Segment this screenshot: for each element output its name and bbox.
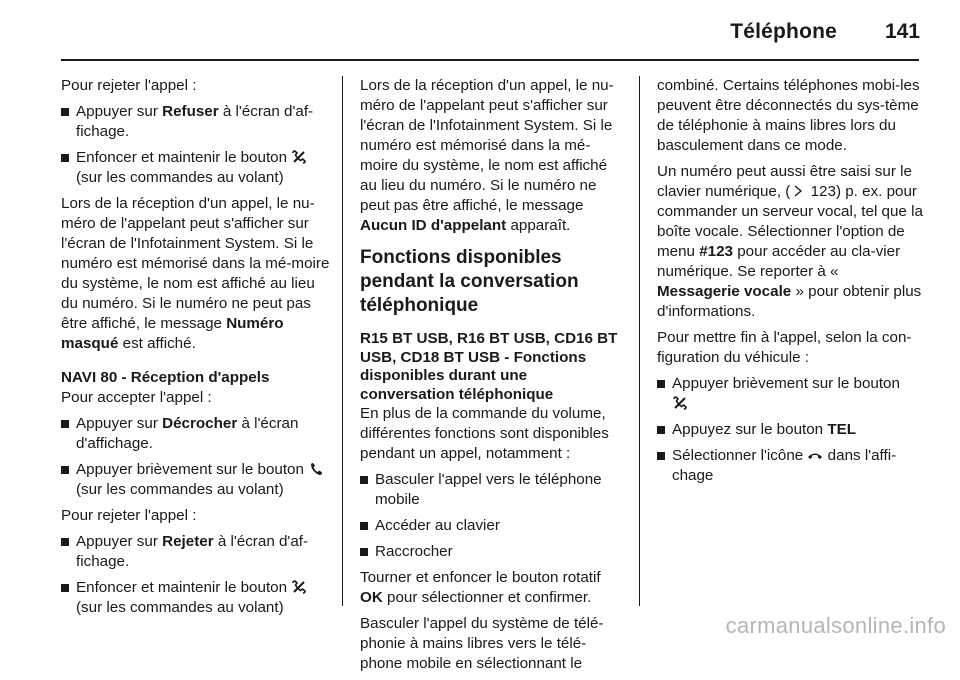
bullet-icon (61, 154, 69, 162)
arrow-ref-icon (790, 183, 806, 199)
list-item: Appuyer sur Rejeter à l'écran d'af-fichage. (61, 532, 331, 572)
bullet-icon (657, 380, 665, 388)
paragraph: Basculer l'appel du système de télé-phonie à mains libres vers le télé-phone mobile en sélectionnant le (360, 615, 604, 672)
paragraph: Un numéro peut aussi être saisi sur le clavier numérique, ( 123) p. ex. pour commander un serveur vocal, tel que la boîte vocale. Sélectionner l'option de menu #123 pour accéder au cla-vier numérique. Se reporter à « Messagerie vocale » pour obtenir plus d'informations. (657, 163, 923, 320)
list-item: Basculer l'appel vers le téléphone mobile (360, 470, 625, 510)
page-title: Téléphone (730, 20, 837, 43)
page-number: 141 (884, 20, 920, 43)
list-item: Appuyer sur Décrocher à l'écran d'affichage. (61, 414, 331, 454)
list-item: Appuyez sur le bouton TEL (657, 420, 923, 440)
bullet-icon (61, 108, 69, 116)
paragraph: Lors de la réception d'un appel, le nu-méro de l'appelant peut s'afficher sur l'écran de l'Infotainment System. Si le numéro est mémorisé dans la mé-moire du système, le nom est affiché au lieu du numéro. Si le numéro ne peut pas être affiché, le message Aucun ID d'appelant apparaît. (360, 77, 614, 234)
list-item: Appuyer brièvement sur le bouton (657, 374, 923, 414)
paragraph: Pour mettre fin à l'appel, selon la con-figuration du véhicule : (657, 329, 912, 366)
phone-hangup-icon (672, 395, 688, 411)
bullet-icon (657, 426, 665, 434)
section-heading: Fonctions disponibles pendant la conversation téléphonique (360, 247, 579, 316)
bullet-icon (360, 522, 368, 530)
column-2 (360, 76, 625, 680)
bullet-icon (61, 538, 69, 546)
paragraph: Pour rejeter l'appel : (61, 77, 197, 94)
list-item: Appuyer brièvement sur le bouton (sur les commandes au volant) (61, 460, 331, 500)
column-divider (639, 76, 640, 606)
column-divider (342, 76, 343, 606)
page-header (0, 0, 960, 60)
list-item: Accéder au clavier (360, 516, 625, 536)
paragraph: En plus de la commande du volume, différentes fonctions sont disponibles pendant un appel, notamment : (360, 405, 609, 462)
column-3 (657, 76, 923, 492)
section-title: NAVI 80 - Réception d'appels (61, 369, 270, 386)
phone-hangup-icon (291, 149, 307, 165)
list-item: Raccrocher (360, 542, 625, 562)
watermark: carmanualsonline.info (725, 613, 946, 638)
bullet-icon (360, 476, 368, 484)
list-item: Appuyer sur Refuser à l'écran d'af-fichage. (61, 102, 331, 142)
bullet-icon (61, 466, 69, 474)
list-item: Enfoncer et maintenir le bouton (sur les commandes au volant) (61, 148, 331, 188)
paragraph: Pour rejeter l'appel : (61, 507, 197, 524)
bullet-icon (360, 548, 368, 556)
column-1 (61, 76, 331, 624)
list-item: Enfoncer et maintenir le bouton (sur les commandes au volant) (61, 578, 331, 618)
paragraph: Pour accepter l'appel : (61, 389, 212, 406)
phone-answer-icon (308, 461, 324, 477)
paragraph: Tourner et enfoncer le bouton rotatif OK pour sélectionner et confirmer. (360, 569, 601, 606)
paragraph: combiné. Certains téléphones mobi-les peuvent être déconnectés du sys-tème de téléphonie à mains libres lors du basculement dans ce mode. (657, 77, 920, 154)
list-item: Sélectionner l'icône dans l'affi-chage (657, 446, 923, 486)
paragraph: Lors de la réception d'un appel, le nu-méro de l'appelant peut s'afficher sur l'écran de l'Infotainment System. Si le numéro est mémorisé dans la mé-moire du système, le nom est affiché au lieu du numéro. Si le numéro ne peut pas être affiché, le message Numéro masqué est affiché. (61, 195, 330, 352)
phone-end-icon (807, 447, 823, 463)
header-rule (61, 59, 919, 61)
bullet-icon (61, 584, 69, 592)
bullet-icon (61, 420, 69, 428)
subsection-heading: R15 BT USB, R16 BT USB, CD16 BT USB, CD18 BT USB - Fonctions disponibles durant une conversation téléphonique (360, 330, 618, 403)
bullet-icon (657, 452, 665, 460)
phone-hangup-icon (291, 579, 307, 595)
